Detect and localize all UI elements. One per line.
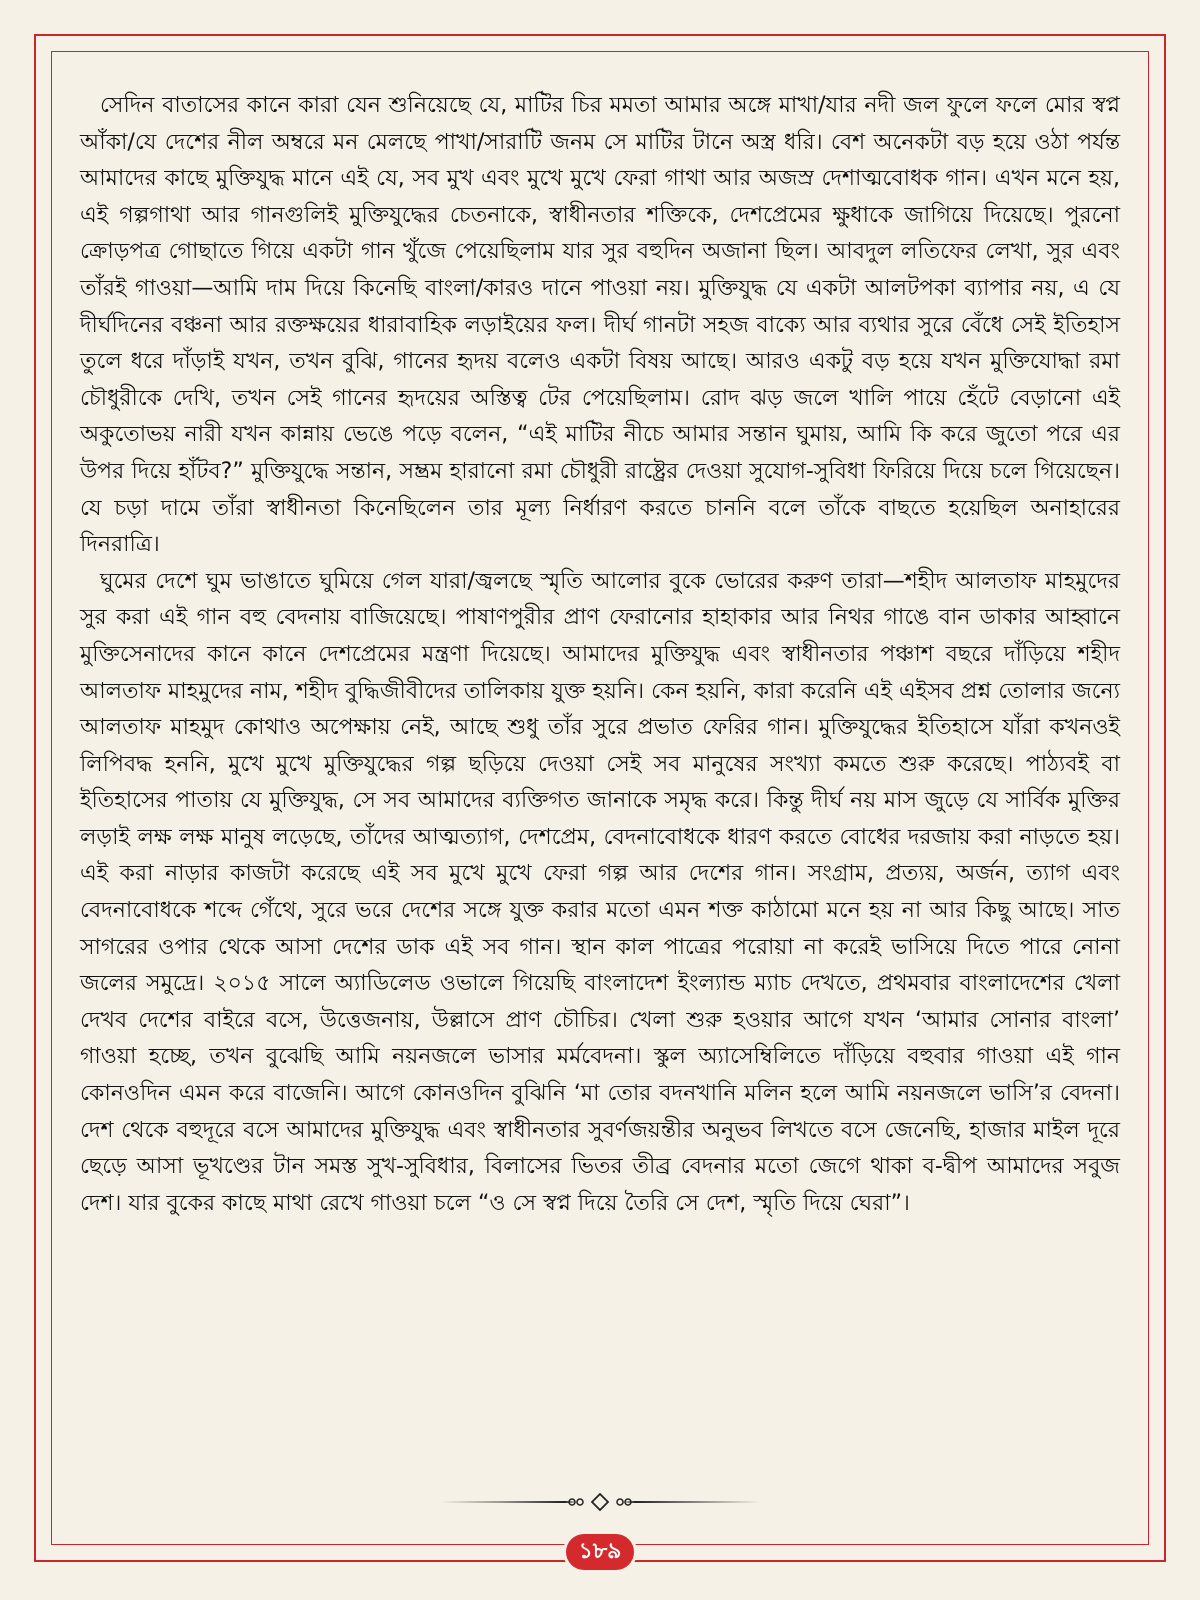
paragraph-1: সেদিন বাতাসের কানে কারা যেন শুনিয়েছে যে, মাটির চির মমতা আমার অঙ্গে মাখা/যার নদী জল ফুলে ফলে মোর স্বপ্ন আঁকা/যে দেশের নীল অম্বরে মন মেলছে পাখা/সারাটি জনম সে মাটির টানে অস্ত্র ধরি। বেশ অনেকটা বড় হয়ে ওঠা পর্যন্ত আমাদের কাছে মুক্তিযুদ্ধ মানে এই যে, সব মুখ এবং মুখে মুখে ফেরা গাথা আর অজস্র দেশাত্মবোধক গান। এখন মনে হয়, এই গল্পগাথা আর গানগুলিই মুক্তিযুদ্ধের চেতনাকে, স্বাধীনতার শক্তিকে, দেশপ্রেমের ক্ষুধাকে জাগিয়ে দিয়েছে। পুরনো ক্রোড়পত্র গোছাতে গিয়ে একটা গান খুঁজে পেয়েছিলাম যার সুর বহুদিন অজানা ছিল। আবদুল লতিফের লেখা, সুর এবং তাঁরই গাওয়া—আমি দাম দিয়ে কিনেছি বাংলা/কারও দানে পাওয়া নয়। মুক্তিযুদ্ধ যে একটা আলটপকা ব্যাপার নয়, এ যে দীর্ঘদিনের বঞ্চনা আর রক্তক্ষয়ের ধারাবাহিক লড়াইয়ের ফল। দীর্ঘ গানটা সহজ বাক্যে আর ব্যথার সুরে বেঁধে সেই ইতিহাস তুলে ধরে দাঁড়াই যখন, তখন বুঝি, গানের হৃদয় বলেও একটা বিষয় আছে। আরও একটু বড় হয়ে যখন মুক্তিযোদ্ধা রমা চৌধুরীকে দেখি, তখন সেই গানের হৃদয়ের অস্তিত্ব টের পেয়েছিলাম। রোদ ঝড় জলে খালি পায়ে হেঁটে বেড়ানো এই অকুতোভয় নারী যখন কান্নায় ভেঙে পড়ে বলেন, “এই মাটির নীচে আমার সন্তান ঘুমায়, আমি কি করে জুতো পরে এর উপর দিয়ে হাঁটব?” মুক্তিযুদ্ধে সন্তান, সম্ভ্রম হারানো রমা চৌধুরী রাষ্ট্রের দেওয়া সুযোগ-সুবিধা ফিরিয়ে দিয়ে চলে গিয়েছেন। যে চড়া দামে তাঁরা স্বাধীনতা কিনেছিলেন তার মূল্য নির্ধারণ করতে চাননি বলে তাঁকে বাছতে হয়েছিল অনাহারের দিনরাত্রি। xyxy=(80,93,1120,558)
article-body xyxy=(80,88,1120,1222)
page-number-badge: ১৮৯ xyxy=(566,1534,634,1570)
paragraph-2: ঘুমের দেশে ঘুম ভাঙাতে ঘুমিয়ে গেল যারা/জ্বলছে স্মৃতি আলোর বুকে ভোরের করুণ তারা—শহীদ আলতাফ মাহমুদের সুর করা এই গান বহু বেদনায় বাজিয়েছে। পাষাণপুরীর প্রাণ ফেরানোর হাহাকার আর নিথর গাঙে বান ডাকার আহ্বানে মুক্তিসেনাদের কানে কানে দেশপ্রেমের মন্ত্রণা দিয়েছে। আমাদের মুক্তিযুদ্ধ এবং স্বাধীনতার পঞ্চাশ বছরে দাঁড়িয়ে শহীদ আলতাফ মাহমুদের নাম, শহীদ বুদ্ধিজীবীদের তালিকায় যুক্ত হয়নি। কেন হয়নি, কারা করেনি এই এইসব প্রশ্ন তোলার জন্যে আলতাফ মাহমুদ কোথাও অপেক্ষায় নেই, আছে শুধু তাঁর সুরে প্রভাত ফেরির গান। মুক্তিযুদ্ধের ইতিহাসে যাঁরা কখনওই লিপিবদ্ধ হননি, মুখে মুখে মুক্তিযুদ্ধের গল্প ছড়িয়ে দেওয়া সেই সব মানুষের সংখ্যা কমতে শুরু করেছে। পাঠ্যবই বা ইতিহাসের পাতায় যে মুক্তিযুদ্ধ, সে সব আমাদের ব্যক্তিগত জানাকে সমৃদ্ধ করে। কিন্তু দীর্ঘ নয় মাস জুড়ে যে সার্বিক মুক্তির লড়াই লক্ষ লক্ষ মানুষ লড়েছে, তাঁদের আত্মত্যাগ, দেশপ্রেম, বেদনাবোধকে ধারণ করতে বোধের দরজায় করা নাড়তে হয়। এই করা নাড়ার কাজটা করেছে এই সব মুখে মুখে ফেরা গল্প আর দেশের গান। সংগ্রাম, প্রত্যয়, অর্জন, ত্যাগ এবং বেদনাবোধকে শব্দে গেঁথে, সুরে ভরে দেশের সঙ্গে যুক্ত করার মতো এমন শক্ত কাঠামো মনে হয় না আর কিছু আছে। সাত সাগরের ওপার থেকে আসা দেশের ডাক এই সব গান। স্থান কাল পাত্রের পরোয়া না করেই ভাসিয়ে দিতে পারে নোনা জলের সমুদ্রে। ২০১৫ সালে অ্যাডিলেড ওভালে গিয়েছি বাংলাদেশ ইংল্যান্ড ম্যাচ দেখতে, প্রথমবার বাংলাদেশের খেলা দেখব দেশের বাইরে বসে, উত্তেজনায়, উল্লাসে প্রাণ চৌচির। খেলা শুরু হওয়ার আগে যখন ‘আমার সোনার বাংলা’ গাওয়া হচ্ছে, তখন বুঝেছি আমি নয়নজলে ভাসার মর্মবেদনা। স্কুল অ্যাসেম্বিলিতে দাঁড়িয়ে বহুবার গাওয়া এই গান কোনওদিন এমন করে বাজেনি। আগে কোনওদিন বুঝিনি ‘মা তোর বদনখানি মলিন হলে আমি নয়নজলে ভাসি’র বেদনা। দেশ থেকে বহুদূরে বসে আমাদের মুক্তিযুদ্ধ এবং স্বাধীনতার সুবর্ণজয়ন্তীর অনুভব লিখতে বসে জেনেছি, হাজার মাইল দূরে ছেড়ে আসা ভূখণ্ডের টান সমস্ত সুখ-সুবিধার, বিলাসের ভিতর তীব্র বেদনার মতো জেগে থাকা ব-দ্বীপ আমাদের সবুজ দেশ। যার বুকের কাছে মাথা রেখে গাওয়া চলে “ও সে স্বপ্ন দিয়ে তৈরি সে দেশ, স্মৃতি দিয়ে ঘেরা”। xyxy=(80,568,1120,1216)
diamond-flourish-icon xyxy=(440,1492,760,1512)
